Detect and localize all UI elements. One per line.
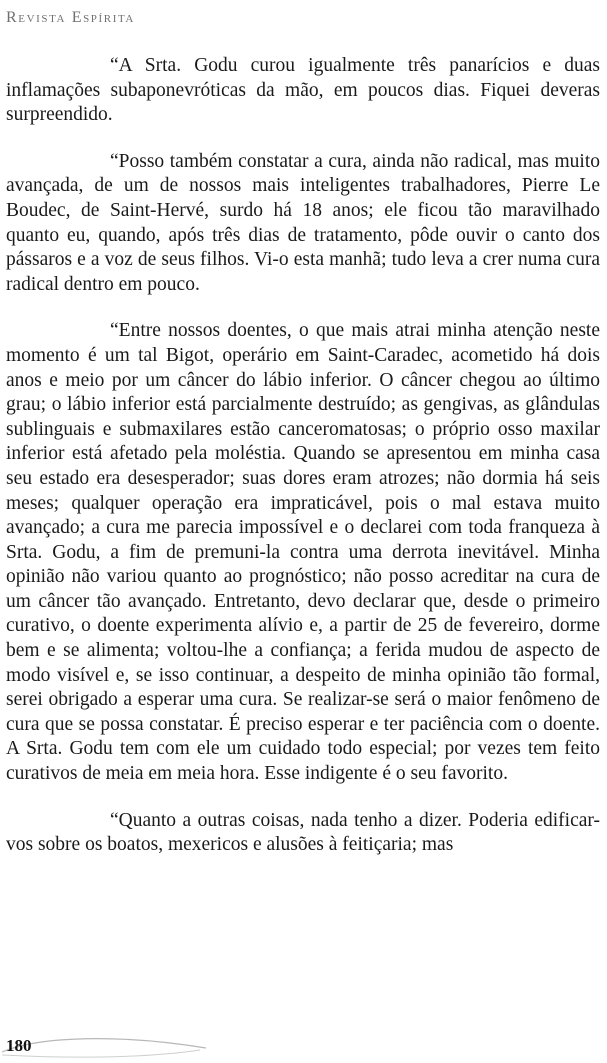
running-header: Revista Espírita [6, 9, 135, 26]
paragraph-1: “A Srta. Godu curou igualmente três panarícios e duas inflamações subaponevróticas da mão, em poucos dias. Fiquei deveras surpreendido. [6, 55, 600, 126]
folio-swash-ornament [0, 1028, 210, 1060]
page-body [6, 54, 600, 858]
paragraph-3: “Entre nossos doentes, o que mais atrai minha atenção neste momento é um tal Bigot, operário em Saint-Caradec, acometido há dois anos e meio por um câncer do lábio inferior. O câncer chegou ao último grau; o lábio inferior está parcialmente destruído; as gengivas, as glândulas sublinguais e submaxilares estão canceromatosas; o próprio osso maxilar inferior está afetado pela moléstia. Quando se apresentou em minha casa seu estado era desesperador; suas dores eram atrozes; não dormia há seis meses; qualquer operação era impraticável, pois o mal estava muito avançado; a cura me parecia impossível e o declarei com toda franqueza à Srta. Godu, a fim de premuni-la contra uma derrota inevitável. Minha opinião não variou quanto ao prognóstico; não posso acreditar na cura de um câncer tão avançado. Entretanto, devo declarar que, desde o primeiro curativo, o doente experimenta alívio e, a partir de 25 de fevereiro, dorme bem e se alimenta; voltou-lhe a confiança; a ferida mudou de aspecto de modo visível e, se isso continuar, a despeito de minha opinião tão formal, serei obrigado a esperar uma cura. Se realizar-se será o maior fenômeno de cura que se possa constatar. É preciso esperar e ter paciência com o doente. A Srta. Godu tem com ele um cuidado todo especial; por vezes tem feito curativos de meia em meia hora. Esse indigente é o seu favorito. [6, 320, 600, 785]
paragraph-4: “Quanto a outras coisas, nada tenho a dizer. Poderia edificar-vos sobre os boatos, mexericos e alusões à feitiçaria; mas [6, 809, 600, 856]
paragraph-2: “Posso também constatar a cura, ainda não radical, mas muito avançada, de um de nossos mais inteligentes trabalhadores, Pierre Le Boudec, de Saint-Hervé, surdo há 18 anos; ele ficou tão maravilhado quanto eu, quando, após três dias de tratamento, pôde ouvir o canto dos pássaros e a voz de seus filhos. Vi-o esta manhã; tudo leva a crer numa cura radical dentro em pouco. [6, 150, 600, 295]
page-number: 180 [6, 1036, 32, 1055]
